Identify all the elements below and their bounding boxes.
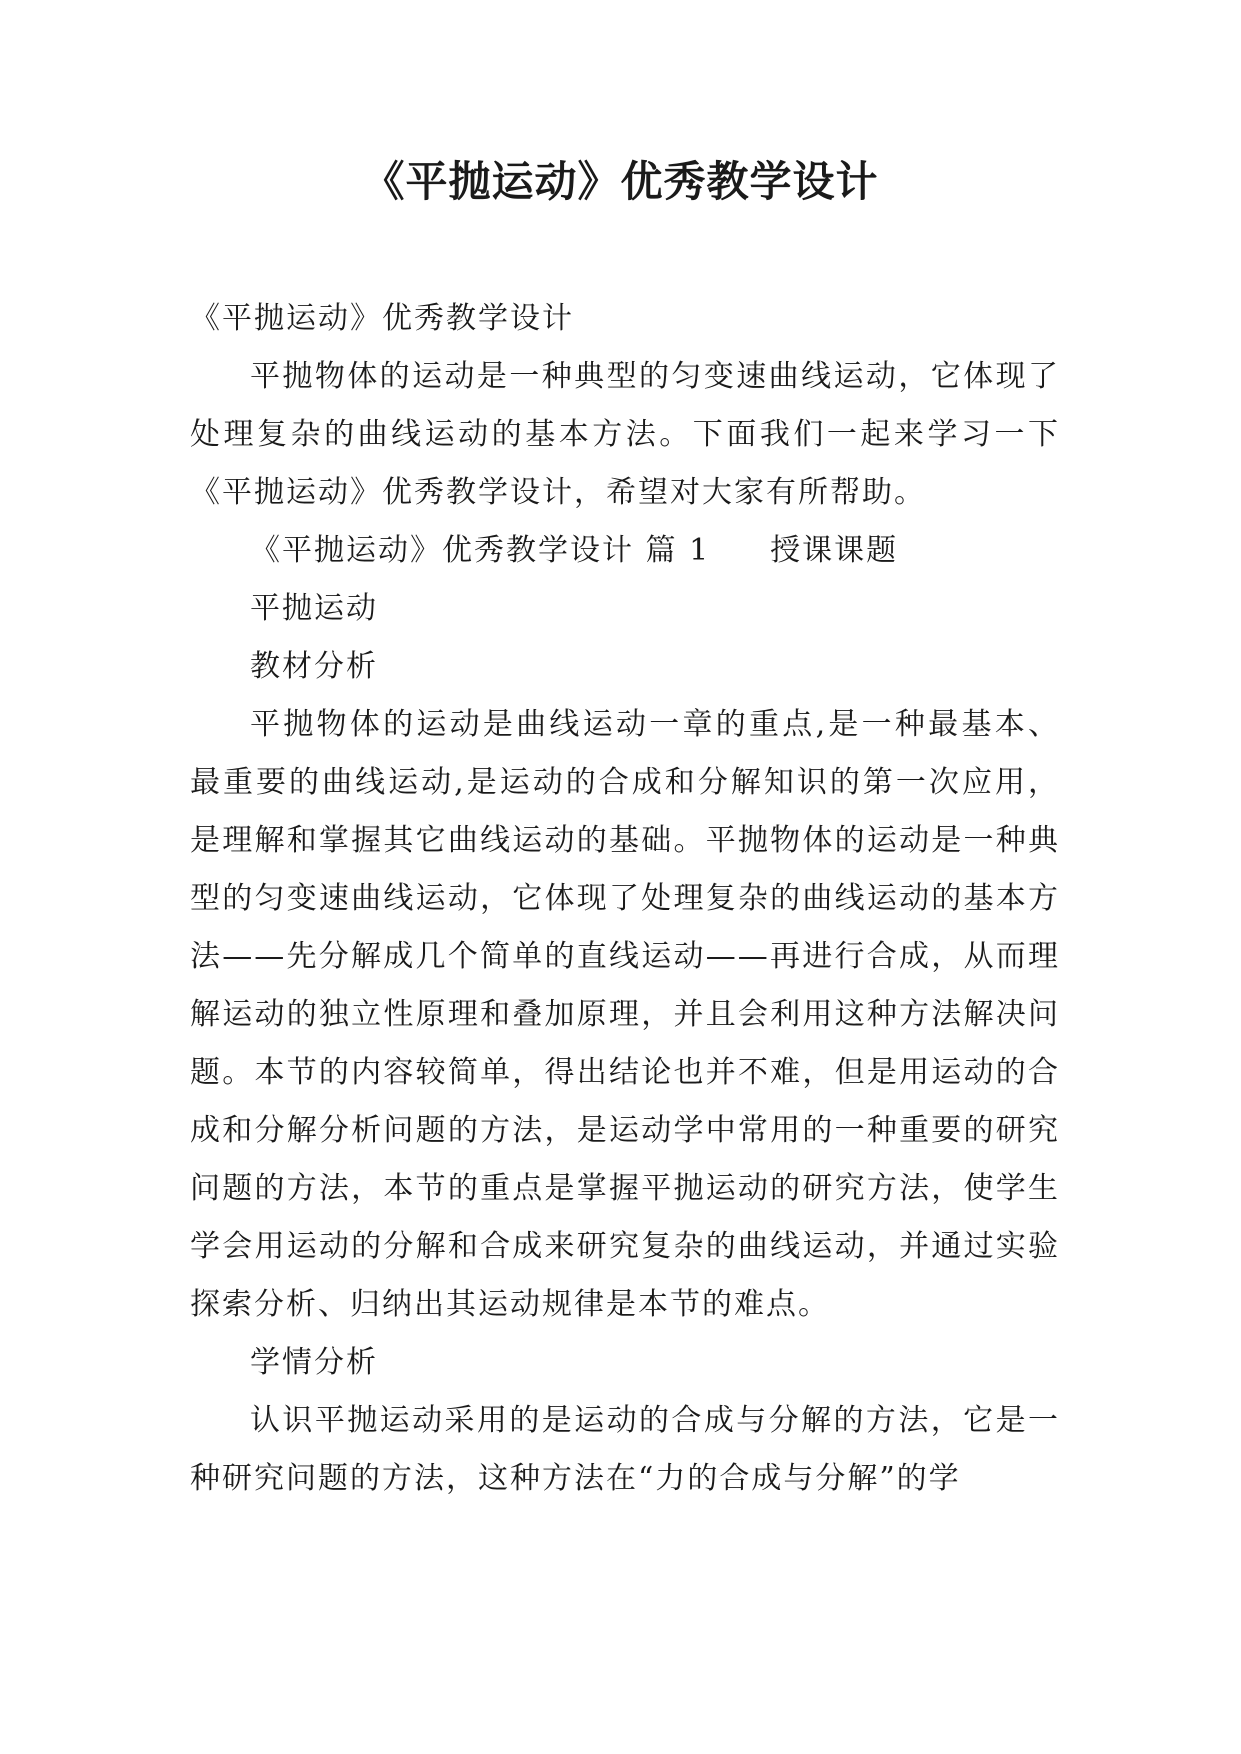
document-body <box>190 290 1060 1508</box>
paragraph-intro: 平抛物体的运动是一种典型的匀变速曲线运动，它体现了处理复杂的曲线运动的基本方法。下面我们一起来学习一下《平抛运动》优秀教学设计，希望对大家有所帮助。 <box>190 359 1060 510</box>
section-heading-line <box>190 522 1060 580</box>
heading-student-analysis: 学情分析 <box>250 1345 378 1380</box>
document-title: 《平抛运动》优秀教学设计 <box>362 157 879 206</box>
heading-textbook-analysis: 教材分析 <box>250 649 378 684</box>
paragraph-subtitle: 《平抛运动》优秀教学设计 <box>190 301 574 336</box>
paragraph-student-analysis: 认识平抛运动采用的是运动的合成与分解的方法，它是一种研究问题的方法，这种方法在“力的合成与分解”的学 <box>190 1403 1060 1496</box>
paragraph-topic: 平抛运动 <box>250 591 378 626</box>
section-label: 授课课题 <box>770 533 899 568</box>
paragraph-textbook-analysis: 平抛物体的运动是曲线运动一章的重点,是一种最基本、最重要的曲线运动,是运动的合成和分解知识的第一次应用，是理解和掌握其它曲线运动的基础。平抛物体的运动是一种典型的匀变速曲线运动，它体现了处理复杂的曲线运动的基本方法——先分解成几个简单的直线运动——再进行合成，从而理解运动的独立性原理和叠加原理，并且会利用这种方法解决问题。本节的内容较简单，得出结论也并不难，但是用运动的合成和分解分析问题的方法，是运动学中常用的一种重要的研究问题的方法，本节的重点是掌握平抛运动的研究方法，使学生学会用运动的分解和合成来研究复杂的曲线运动，并通过实验探索分析、归纳出其运动规律是本节的难点。 <box>190 707 1060 1322</box>
section-heading: 《平抛运动》优秀教学设计 篇 1 <box>250 533 711 568</box>
